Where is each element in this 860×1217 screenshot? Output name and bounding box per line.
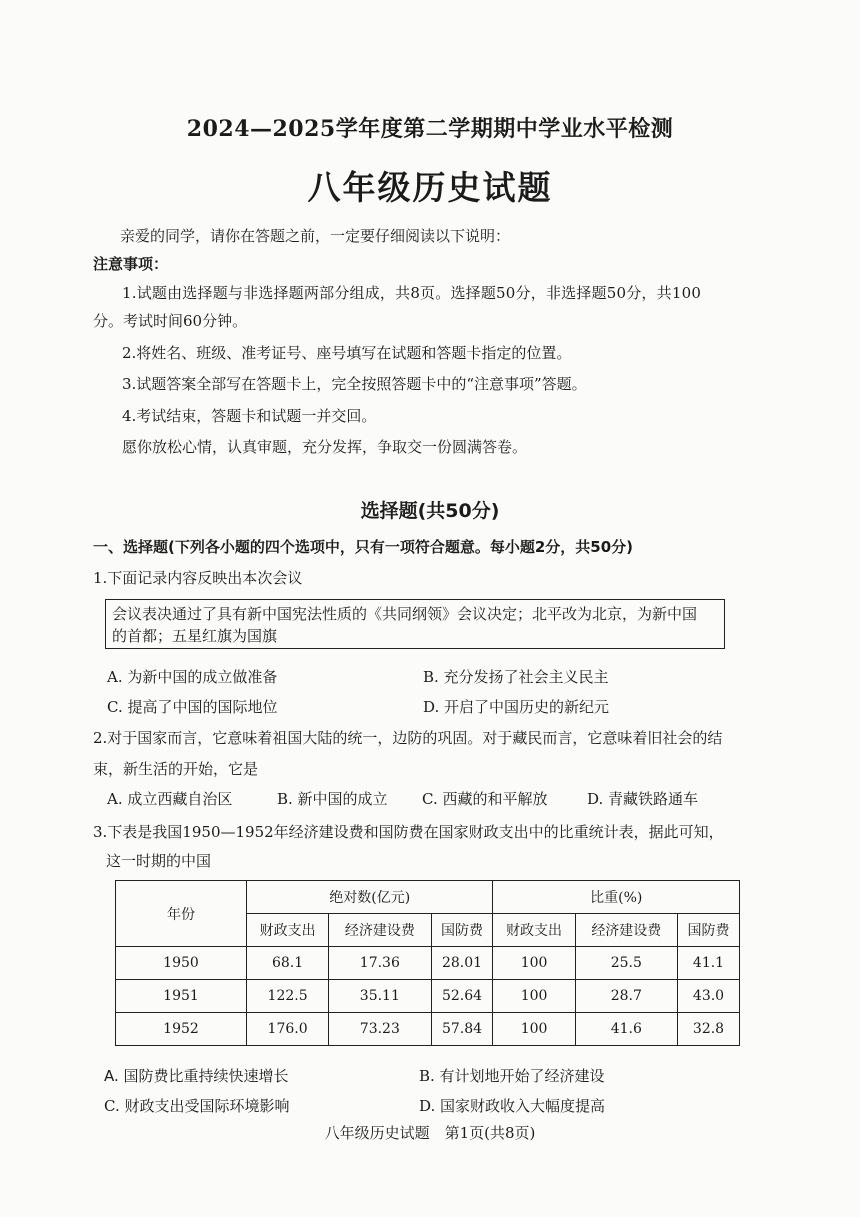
- q3-data-table: [115, 880, 740, 1046]
- table-header-year: 年份: [116, 881, 247, 947]
- table-cell: 1952: [116, 1013, 247, 1046]
- table-subheader: 国防费: [431, 914, 493, 947]
- table-row: [116, 980, 740, 1013]
- q3-stem-line-2: 这一时期的中国: [106, 852, 212, 870]
- table-cell: 41.1: [677, 947, 739, 980]
- q3-option-d: D. 国家财政收入大幅度提高: [419, 1097, 606, 1115]
- table-cell: 68.1: [247, 947, 329, 980]
- table-subheader: 经济建设费: [329, 914, 431, 947]
- table-cell: 52.64: [431, 980, 493, 1013]
- table-subheader: 经济建设费: [575, 914, 677, 947]
- table-cell: 176.0: [247, 1013, 329, 1046]
- closing-text: 愿你放松心情，认真审题，充分发挥，争取交一份圆满答卷。: [122, 438, 528, 456]
- table-cell: 1951: [116, 980, 247, 1013]
- q1-quote-line-1: 会议表决通过了具有新中国宪法性质的《共同纲领》会议决定；北平改为北京，为新中国: [112, 605, 698, 623]
- table-cell: 57.84: [431, 1013, 493, 1046]
- table-cell: 1950: [116, 947, 247, 980]
- q1-quote-line-2: 的首都；五星红旗为国旗: [112, 627, 278, 645]
- q2-option-b: B. 新中国的成立: [277, 790, 388, 808]
- note-item-4: 4.考试结束，答题卡和试题一并交回。: [122, 407, 377, 425]
- q1-stem: 1.下面记录内容反映出本次会议: [93, 569, 303, 587]
- table-cell: 25.5: [575, 947, 677, 980]
- table-cell: 28.01: [431, 947, 493, 980]
- greeting-text: 亲爱的同学，请你在答题之前，一定要仔细阅读以下说明：: [120, 227, 511, 245]
- q1-option-d: D. 开启了中国历史的新纪元: [423, 698, 610, 716]
- note-item-1-line-2: 分。考试时间60分钟。: [93, 312, 248, 330]
- q3-stem-line-1: 3.下表是我国1950—1952年经济建设费和国防费在国家财政支出中的比重统计表，据此可知，: [93, 823, 724, 841]
- q2-option-a: A. 成立西藏自治区: [107, 790, 233, 808]
- table-cell: 32.8: [677, 1013, 739, 1046]
- table-row: [116, 1013, 740, 1046]
- q1-option-b: B. 充分发扬了社会主义民主: [423, 668, 609, 686]
- section-title: 选择题(共50分): [360, 500, 500, 522]
- table-row: [116, 947, 740, 980]
- note-item-3: 3.试题答案全部写在答题卡上，完全按照答题卡中的“注意事项”答题。: [122, 375, 587, 393]
- section-subtitle: 一、选择题(下列各小题的四个选项中，只有一项符合题意。每小题2分，共50分): [93, 538, 634, 556]
- q2-stem-line-1: 2.对于国家而言，它意味着祖国大陆的统一，边防的巩固。对于藏民而言，它意味着旧社会的结: [93, 729, 723, 747]
- q2-option-d: D. 青藏铁路通车: [587, 790, 699, 808]
- q2-option-c: C. 西藏的和平解放: [422, 790, 548, 808]
- table-cell: 122.5: [247, 980, 329, 1013]
- table-header-ratio: 比重(%): [493, 881, 740, 914]
- q1-option-c: C. 提高了中国的国际地位: [107, 698, 278, 716]
- table-cell: 17.36: [329, 947, 431, 980]
- table-subheader: 财政支出: [493, 914, 575, 947]
- q1-quote-box: [105, 599, 725, 649]
- table-cell: 41.6: [575, 1013, 677, 1046]
- table-cell: 100: [493, 1013, 575, 1046]
- table-cell: 100: [493, 947, 575, 980]
- page-footer: 八年级历史试题 第1页(共8页): [324, 1124, 536, 1142]
- table-cell: 28.7: [575, 980, 677, 1013]
- table-subheader: 财政支出: [247, 914, 329, 947]
- note-item-2: 2.将姓名、班级、准考证号、座号填写在试题和答题卡指定的位置。: [122, 344, 572, 362]
- table-cell: 35.11: [329, 980, 431, 1013]
- subject-title: 八年级历史试题: [307, 168, 553, 207]
- table-subheader: 国防费: [677, 914, 739, 947]
- exam-title: 2024—2025学年度第二学期期中学业水平检测: [186, 116, 674, 142]
- table-cell: 100: [493, 980, 575, 1013]
- note-item-1-line-1: 1.试题由选择题与非选择题两部分组成，共8页。选择题50分，非选择题50分，共100: [122, 284, 702, 302]
- table-header-absolute: 绝对数(亿元): [247, 881, 493, 914]
- q3-option-c: C. 财政支出受国际环境影响: [104, 1097, 290, 1115]
- q1-option-a: A. 为新中国的成立做准备: [107, 668, 278, 686]
- table-cell: 73.23: [329, 1013, 431, 1046]
- notes-label: 注意事项：: [93, 255, 169, 273]
- q3-option-b: B. 有计划地开始了经济建设: [419, 1067, 605, 1085]
- q3-option-a: A. 国防费比重持续快速增长: [104, 1067, 289, 1085]
- table-cell: 43.0: [677, 980, 739, 1013]
- q2-stem-line-2: 束，新生活的开始，它是: [93, 760, 259, 778]
